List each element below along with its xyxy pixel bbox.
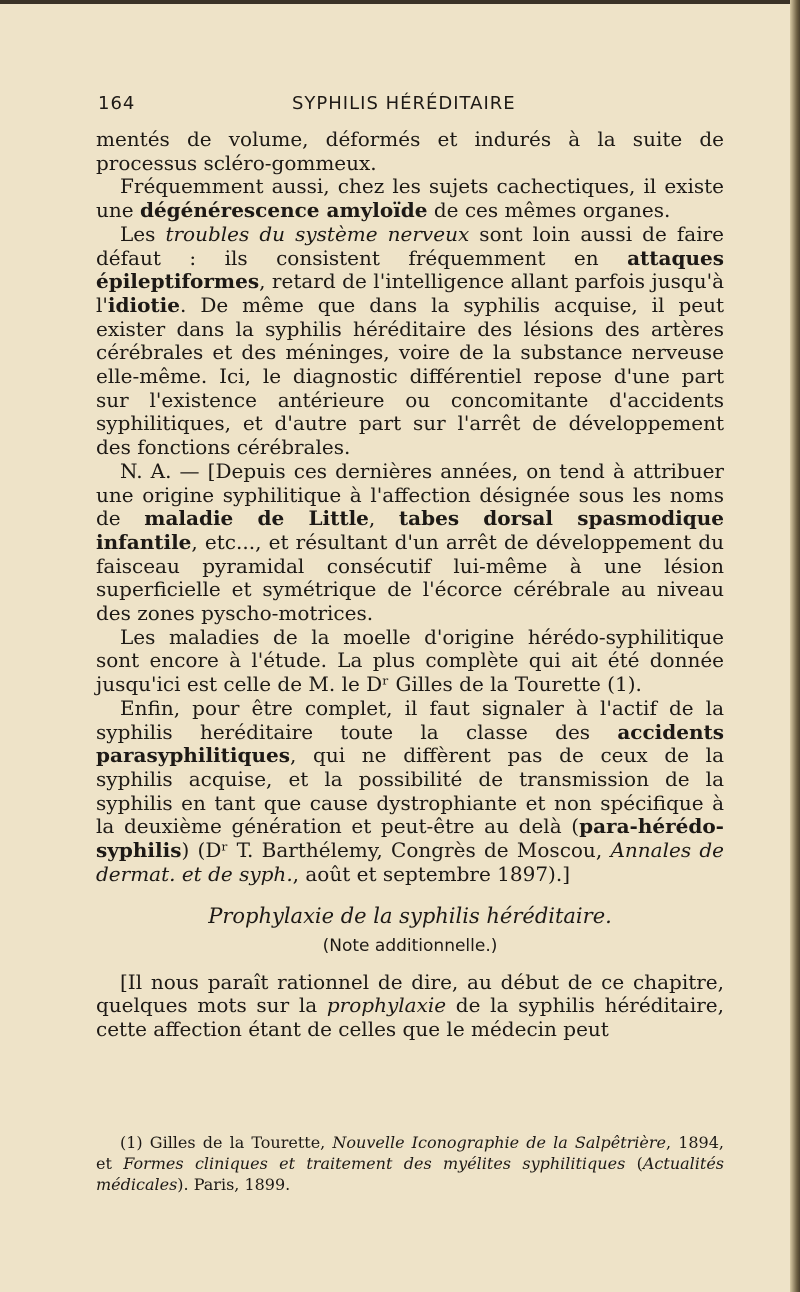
text-run: , retard de l'intelligence allant parfois jusqu'à l'	[96, 269, 724, 317]
paragraph-2	[96, 175, 724, 222]
text-run: ). Paris, 1899.	[177, 1175, 291, 1194]
text-run: Les	[120, 221, 166, 246]
paragraph-7	[96, 971, 724, 1042]
page-header	[98, 93, 730, 121]
italic-term: troubles du système nerveux	[165, 221, 470, 246]
bold-term: tabes dorsal spasmodique infantile	[96, 506, 725, 554]
paragraph-6	[96, 697, 724, 887]
text-run: (1) Gilles de la Tourette,	[120, 1133, 333, 1152]
italic-title: Actualités médicales	[96, 1154, 725, 1194]
section-subtitle: (Note additionnelle.)	[322, 935, 498, 956]
italic-title: Nouvelle Iconographie de la Salpêtrière	[332, 1133, 666, 1152]
page-top-edge	[0, 0, 800, 4]
page-right-edge	[790, 0, 800, 1292]
main-text	[96, 128, 724, 1042]
bold-term: accidents parasyphilitiques	[96, 719, 724, 768]
text-run: [Il nous paraît rationnel de dire, au début de ce chapitre, quelques mots sur la	[96, 969, 724, 1018]
footnote	[96, 1132, 724, 1195]
bold-term: maladie de Little	[144, 506, 369, 531]
bold-term: dégénérescence amyloïde	[139, 198, 428, 223]
paragraph-3	[96, 223, 724, 460]
section-title: Prophylaxie de la syphilis héréditaire.	[208, 903, 612, 928]
bold-term: idiotie	[107, 292, 180, 317]
text-run: ) (Dʳ T. Barthélemy, Congrès de Moscou,	[181, 838, 611, 863]
text-run: , août et septembre 1897).]	[292, 861, 571, 886]
paragraph-4	[96, 460, 724, 626]
text-run: . De même que dans la syphilis acquise, il peut exister dans la syphilis héréditaire des lésions des artères cérébrales et des méninges, voire de la substance nerveuse elle-même. Ici, le diagnostic différentiel repose d'une part sur l'existence antérieure ou concomitante d'accidents syphilitiques, et d'autre part sur l'arrêt de développement des fonctions cérébrales.	[96, 292, 724, 460]
paragraph-1: mentés de volume, déformés et indurés à la suite de processus scléro-gommeux.	[96, 127, 724, 175]
text-run: , etc..., et résultant d'un arrêt de développement du faisceau pyramidal consécutif lui-même à une lésion superficielle et symétrique de l'écorce cérébrale au niveau des zones pyscho-motrices.	[96, 529, 724, 626]
text-run: , 1894, et	[96, 1133, 725, 1173]
text-run: (	[625, 1154, 643, 1173]
page-number: 164	[98, 93, 136, 114]
text-run: Fréquemment aussi, chez les sujets cachectiques, il existe une	[96, 174, 724, 223]
text-run: ,	[368, 506, 399, 531]
text-run: N. A. — [Depuis ces dernières années, on tend à attribuer une origine syphilitique à l'affection désignée sous les noms de	[96, 458, 724, 531]
text-run: sont loin aussi de faire défaut : ils consistent fréquemment en	[96, 221, 724, 270]
bold-term: para-hérédo-syphilis	[96, 814, 724, 863]
text-run: de la syphilis héréditaire, cette affection étant de celles que le médecin peut	[96, 993, 724, 1041]
text-run: Enfin, pour être complet, il faut signaler à l'actif de la syphilis heréditaire toute la classe des	[96, 695, 724, 744]
text-run: , qui ne diffèrent pas de ceux de la syphilis acquise, et la possibilité de transmission de la syphilis en tant que cause dystrophiante et non spécifique à la deuxième génération et peut-être au delà (	[96, 743, 724, 839]
italic-term: prophylaxie	[326, 993, 447, 1018]
bold-term: attaques épileptiformes	[96, 245, 724, 294]
footnote-text	[96, 1132, 724, 1195]
running-head: SYPHILIS HÉRÉDITAIRE	[292, 93, 516, 114]
italic-title: Formes cliniques et traitement des myélites syphilitiques	[123, 1154, 626, 1173]
text-run: de ces mêmes organes.	[427, 198, 671, 223]
italic-term: Annales de dermat. et de syph.	[96, 838, 724, 886]
paragraph-5: Les maladies de la moelle d'origine hérédo-syphilitique sont encore à l'étude. La plus complète qui ait été donnée jusqu'ici est celle de M. le Dʳ Gilles de la Tourette (1).	[96, 624, 724, 697]
